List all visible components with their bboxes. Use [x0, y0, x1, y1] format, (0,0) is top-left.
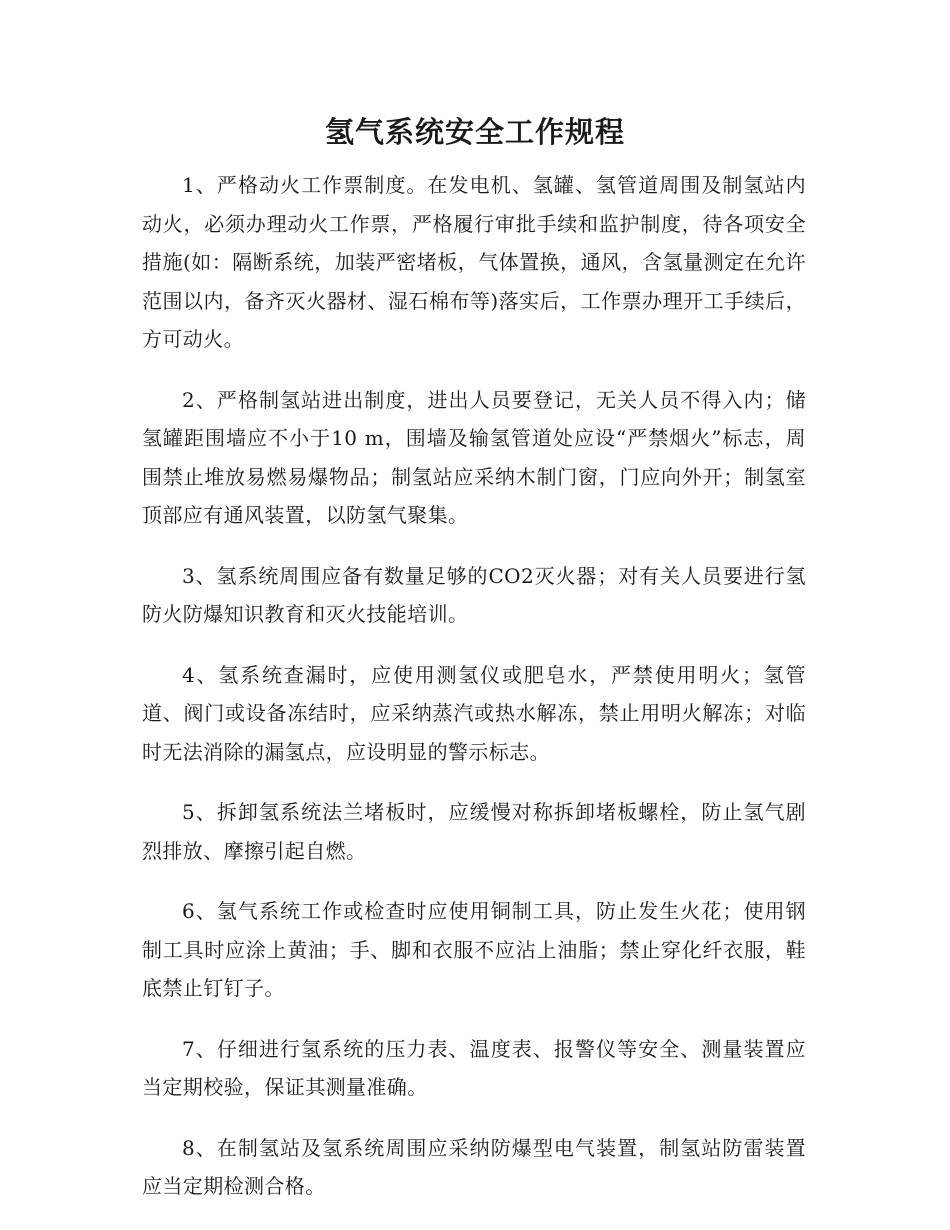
paragraph-4: 4、氢系统查漏时，应使用测氢仪或肥皂水，严禁使用明火；氢管道、阀门或设备冻结时，应采纳蒸汽或热水解冻，禁止用明火解冻；对临时无法消除的漏氢点，应设明显的警示标志。 — [142, 662, 806, 764]
paragraph-7: 7、仔细进行氢系统的压力表、温度表、报警仪等安全、测量装置应当定期校验，保证其测量准确。 — [142, 1036, 806, 1099]
paragraph-3: 3、氢系统周围应备有数量足够的CO2灭火器；对有关人员要进行氢防火防爆知识教育和灭火技能培训。 — [142, 563, 806, 626]
paragraph-2: 2、严格制氢站进出制度，进出人员要登记，无关人员不得入内；储氢罐距围墙应不小于10 m，围墙及输氢管道处应设“严禁烟火”标志，周围禁止堆放易燃易爆物品；制氢站应采纳木制门窗，门应向外开；制氢室顶部应有通风装置，以防氢气聚集。 — [142, 387, 806, 527]
paragraph-6: 6、氢气系统工作或检查时应使用铜制工具，防止发生火花；使用钢制工具时应涂上黄油；手、脚和衣服不应沾上油脂；禁止穿化纤衣服，鞋底禁止钉钉子。 — [142, 899, 806, 1000]
document-body — [142, 166, 806, 1228]
paragraph-1: 1、严格动火工作票制度。在发电机、氢罐、氢管道周围及制氢站内动火，必须办理动火工作票，严格履行审批手续和监护制度，待各项安全措施(如：隔断系统，加装严密堵板，气体置换，通风，含氢量测定在允许范围以内，备齐灭火器材、湿石棉布等)落实后，工作票办理开工手续后，方可动火。 — [142, 173, 806, 351]
paragraph-5: 5、拆卸氢系统法兰堵板时，应缓慢对称拆卸堵板螺栓，防止氢气剧烈排放、摩擦引起自燃。 — [142, 800, 806, 863]
document-title: 氢气系统安全工作规程 — [324, 115, 625, 149]
paragraph-8: 8、在制氢站及氢系统周围应采纳防爆型电气装置，制氢站防雷装置应当定期检测合格。 — [142, 1135, 806, 1198]
